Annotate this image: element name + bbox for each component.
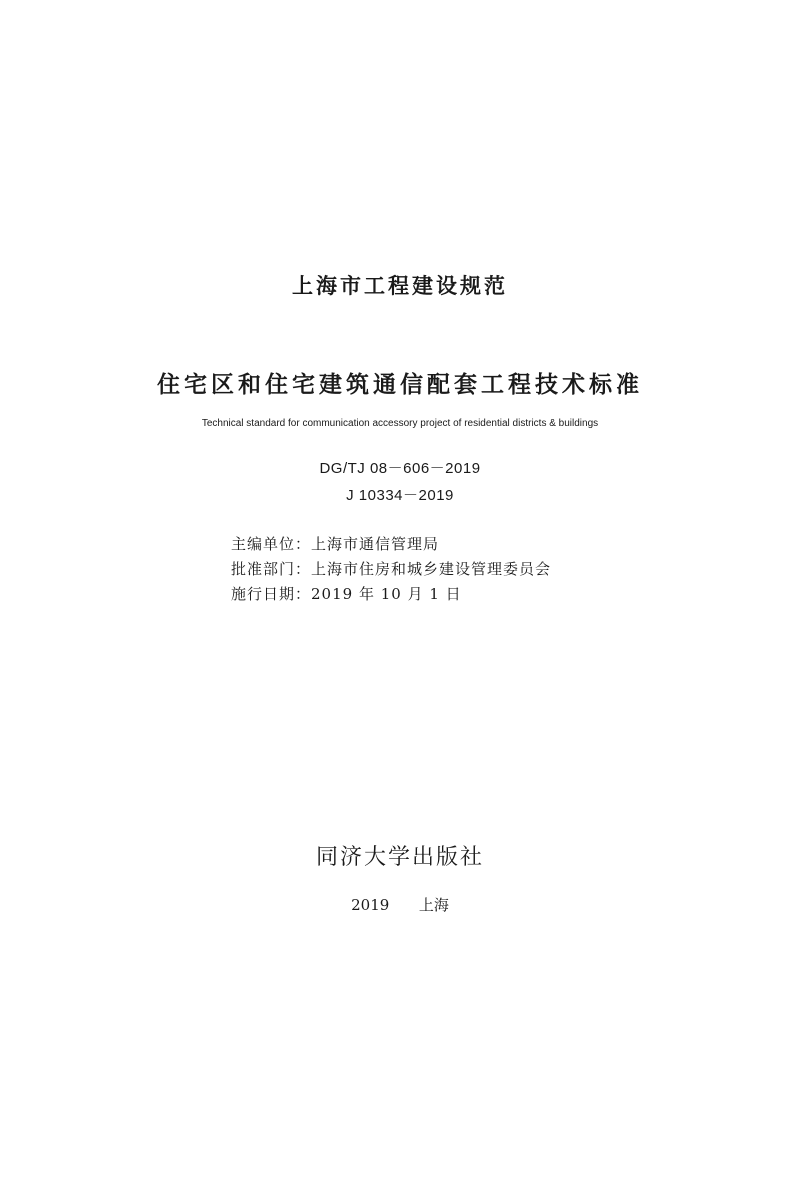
standard-title-chinese: 住宅区和住宅建筑通信配套工程技术标准 [157, 372, 643, 398]
standard-code-primary: DG/TJ 08－606－2019 [319, 460, 481, 477]
editor-unit: 主编单位：上海市通信管理局 [231, 535, 440, 553]
standard-title-english: Technical standard for communication accessory project of residential districts & buildings [201, 418, 599, 429]
publication-year-place: 2019 上海 [351, 896, 449, 914]
standard-code-secondary: J 10334－2019 [346, 487, 454, 504]
effective-date: 施行日期：2019 年 10 月 1 日 [231, 585, 462, 603]
approval-department: 批准部门：上海市住房和城乡建设管理委员会 [231, 560, 552, 578]
series-title: 上海市工程建设规范 [292, 274, 508, 298]
publisher-name: 同济大学出版社 [315, 845, 484, 870]
